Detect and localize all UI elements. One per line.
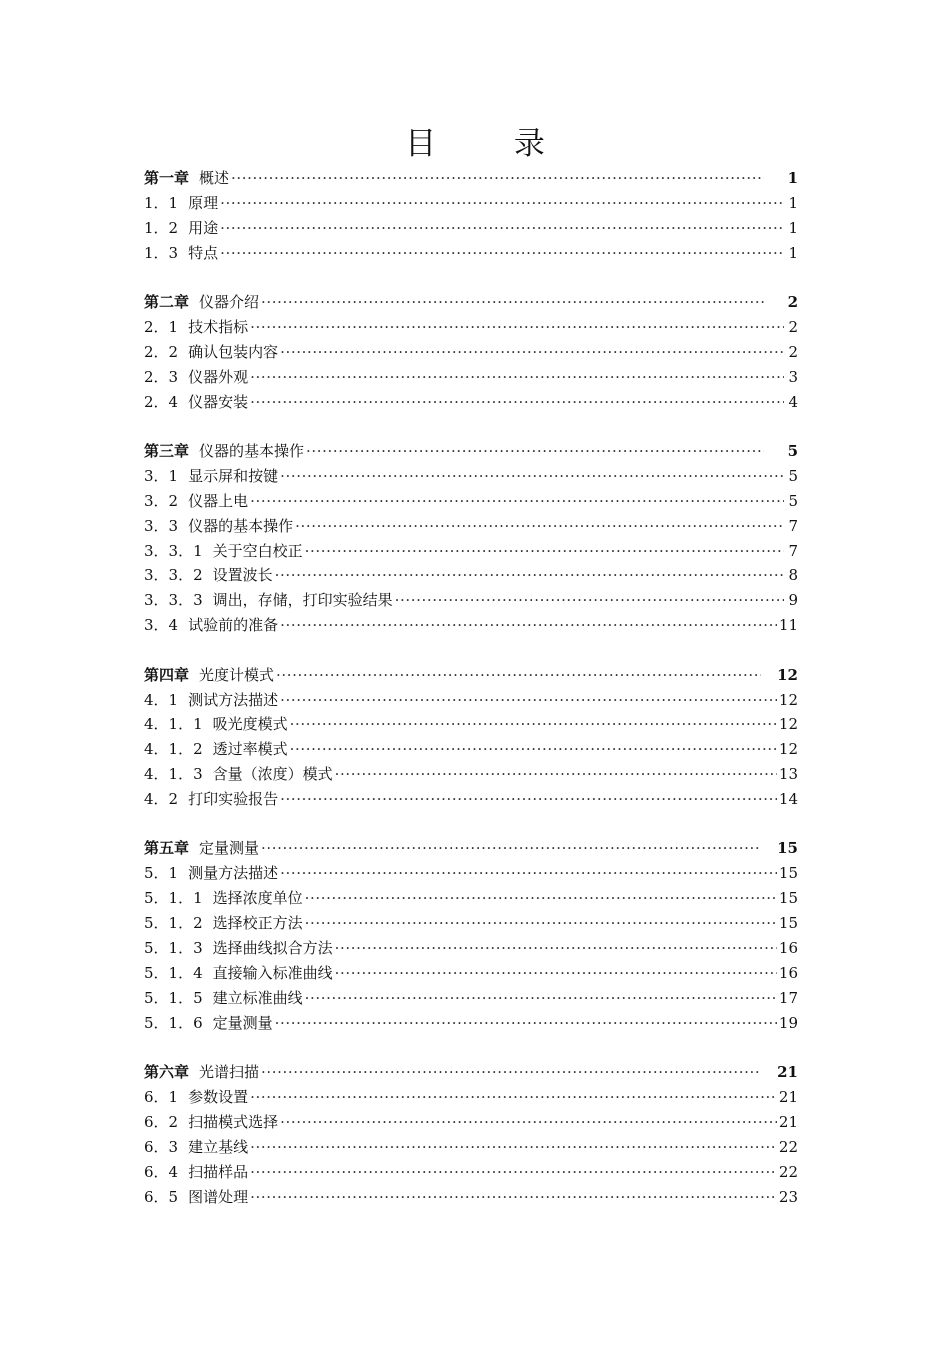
toc-page-number: 12 xyxy=(778,740,798,759)
toc-entry-number: 第三章 xyxy=(144,442,190,461)
toc-entry[interactable] xyxy=(144,1185,798,1210)
toc-page-number: 1 xyxy=(787,169,798,187)
toc-entry-title: 定量测量 xyxy=(199,839,260,858)
dot-leader xyxy=(220,241,784,266)
toc-entry-label xyxy=(144,986,303,1011)
toc-entry-title: 仪器的基本操作 xyxy=(199,442,305,461)
toc-entry-title: 选择校正方法 xyxy=(212,914,303,933)
toc-entry-title: 定量测量 xyxy=(212,1013,273,1032)
toc-chapter-entry[interactable] xyxy=(144,166,798,191)
toc-entry[interactable] xyxy=(144,737,798,762)
dot-leader xyxy=(231,166,764,191)
toc-entry-title: 含量（浓度）模式 xyxy=(212,765,333,784)
toc-entry[interactable] xyxy=(144,1085,798,1110)
toc-entry-label xyxy=(144,663,274,688)
toc-entry-label xyxy=(144,514,293,539)
toc-section xyxy=(144,1060,798,1209)
toc-entry-number: 6．3 xyxy=(144,1137,179,1156)
toc-entry-number: 第六章 xyxy=(144,1063,190,1082)
toc-entry-number: 2．2 xyxy=(144,342,179,361)
toc-chapter-entry[interactable] xyxy=(144,439,798,464)
toc-entry-number: 4．1．3 xyxy=(144,765,203,784)
dot-leader xyxy=(305,911,777,936)
toc-page-number: 7 xyxy=(788,541,798,560)
toc-page-number: 7 xyxy=(788,516,798,535)
toc-entry-title: 打印实验报告 xyxy=(188,790,279,809)
toc-page-number: 15 xyxy=(777,839,798,858)
toc-entry-label xyxy=(144,961,333,986)
toc-entry-label xyxy=(144,762,333,787)
toc-entry-label xyxy=(144,216,218,241)
toc-entry-title: 扫描模式选择 xyxy=(188,1112,279,1131)
toc-entry[interactable] xyxy=(144,390,798,415)
toc-entry[interactable] xyxy=(144,563,798,588)
dot-leader xyxy=(250,315,784,340)
toc-page-number: 23 xyxy=(778,1187,798,1206)
toc-page-number: 8 xyxy=(788,566,798,585)
toc-entry[interactable] xyxy=(144,861,798,886)
toc-page-number: 5 xyxy=(788,491,798,510)
toc-entry-title: 原理 xyxy=(188,193,219,212)
toc-entry-title: 选择曲线拟合方法 xyxy=(212,939,333,958)
toc-entry-title: 参数设置 xyxy=(188,1088,249,1106)
toc-entry-title: 确认包装内容 xyxy=(188,342,279,361)
dot-leader xyxy=(335,762,777,787)
toc-entry[interactable] xyxy=(144,241,798,266)
toc-entry-label xyxy=(144,1085,248,1110)
dot-leader xyxy=(305,986,777,1011)
toc-entry[interactable] xyxy=(144,911,798,936)
toc-entry-label xyxy=(144,464,278,489)
dot-leader xyxy=(261,836,761,861)
toc-entry-number: 3．3．1 xyxy=(144,541,203,560)
toc-entry[interactable] xyxy=(144,936,798,961)
toc-entry-label xyxy=(144,588,393,613)
toc-entry[interactable] xyxy=(144,340,798,365)
toc-entry-number: 4．1．2 xyxy=(144,740,203,759)
toc-page-number: 1 xyxy=(788,193,798,212)
toc-page-number: 22 xyxy=(778,1137,798,1156)
toc-page-number: 16 xyxy=(778,939,798,958)
toc-entry-number: 第二章 xyxy=(144,293,190,312)
toc-entry-title: 测试方法描述 xyxy=(188,690,279,709)
dot-leader xyxy=(250,489,784,514)
toc-entry-title: 关于空白校正 xyxy=(212,541,303,560)
toc-page-number: 21 xyxy=(778,1088,798,1106)
toc-page-number: 21 xyxy=(777,1063,798,1082)
toc-section xyxy=(144,290,798,414)
toc-entry-number: 第四章 xyxy=(144,665,190,684)
toc-entry-number: 5．1．3 xyxy=(144,939,203,958)
toc-page-number: 15 xyxy=(778,914,798,933)
dot-leader xyxy=(250,1085,777,1110)
toc-page-number: 17 xyxy=(778,988,798,1007)
toc-page-number: 2 xyxy=(788,342,798,361)
toc-section xyxy=(144,836,798,1035)
toc-entry-title: 特点 xyxy=(188,243,219,262)
toc-entry-title: 仪器上电 xyxy=(188,491,249,510)
toc-entry[interactable] xyxy=(144,1160,798,1185)
dot-leader xyxy=(220,216,784,241)
dot-leader xyxy=(335,936,777,961)
toc-entry-number: 第五章 xyxy=(144,839,190,858)
dot-leader xyxy=(280,688,777,713)
toc-entry-title: 透过率模式 xyxy=(212,740,288,759)
toc-entry-number: 3．4 xyxy=(144,616,179,635)
toc-entry-number: 6．1 xyxy=(144,1088,179,1106)
toc-entry[interactable] xyxy=(144,762,798,787)
toc-entry[interactable] xyxy=(144,191,798,216)
dot-leader xyxy=(220,191,784,216)
toc-entry-label xyxy=(144,1160,248,1185)
toc-entry-label xyxy=(144,836,259,861)
toc-entry-number: 第一章 xyxy=(144,169,190,187)
toc-entry-title: 扫描样品 xyxy=(188,1162,249,1181)
dot-leader xyxy=(290,737,777,762)
toc-entry-title: 概述 xyxy=(199,169,230,187)
toc-entry-number: 3．2 xyxy=(144,491,179,510)
toc-entry-number: 1．1 xyxy=(144,193,179,212)
toc-page-number: 16 xyxy=(778,963,798,982)
dot-leader xyxy=(305,539,784,564)
toc-entry-title: 调出，存储，打印实验结果 xyxy=(212,591,393,610)
toc-entry[interactable] xyxy=(144,514,798,539)
dot-leader xyxy=(276,663,761,688)
toc-entry[interactable] xyxy=(144,365,798,390)
toc-entry-title: 直接输入标准曲线 xyxy=(212,963,333,982)
toc-entry-number: 1．2 xyxy=(144,218,179,237)
toc-entry-number: 5．1 xyxy=(144,864,179,883)
toc-entry-label xyxy=(144,365,248,390)
toc-entry-title: 设置波长 xyxy=(212,566,273,585)
toc-entry-number: 5．1．4 xyxy=(144,963,203,982)
toc-page-number: 22 xyxy=(778,1162,798,1181)
toc-entry-number: 4．1 xyxy=(144,690,179,709)
toc-entry-number: 1．3 xyxy=(144,243,179,262)
dot-leader xyxy=(250,390,784,415)
toc-entry-number: 4．2 xyxy=(144,790,179,809)
toc-entry-number: 5．1．1 xyxy=(144,889,203,908)
dot-leader xyxy=(290,712,777,737)
toc-page-number: 2 xyxy=(788,317,798,336)
dot-leader xyxy=(250,1135,777,1160)
toc-entry-label xyxy=(144,1060,259,1085)
toc-chapter-entry[interactable] xyxy=(144,663,798,688)
toc-entry-title: 显示屏和按键 xyxy=(188,466,279,485)
toc-entry-number: 3．3 xyxy=(144,516,179,535)
toc-page-number: 9 xyxy=(788,591,798,610)
toc-entry-label xyxy=(144,1110,278,1135)
toc-entry-title: 试验前的准备 xyxy=(188,616,279,635)
toc-entry-number: 5．1．6 xyxy=(144,1013,203,1032)
toc-entry-title: 测量方法描述 xyxy=(188,864,279,883)
dot-leader xyxy=(295,514,784,539)
dot-leader xyxy=(280,861,777,886)
dot-leader xyxy=(261,290,764,315)
toc-page-number: 19 xyxy=(778,1013,798,1032)
dot-leader xyxy=(306,439,764,464)
toc-entry-label xyxy=(144,1135,248,1160)
toc-entry[interactable] xyxy=(144,986,798,1011)
toc-page-number: 13 xyxy=(778,765,798,784)
toc-section xyxy=(144,663,798,812)
toc-entry-title: 吸光度模式 xyxy=(212,715,288,734)
dot-leader xyxy=(275,1011,777,1036)
dot-leader xyxy=(275,563,784,588)
dot-leader xyxy=(280,787,777,812)
toc-entry-title: 光度计模式 xyxy=(199,665,275,684)
toc-entry-number: 3．1 xyxy=(144,466,179,485)
toc-entry-number: 5．1．5 xyxy=(144,988,203,1007)
dot-leader xyxy=(305,886,777,911)
dot-leader xyxy=(280,464,784,489)
toc-entry-label xyxy=(144,166,229,191)
toc-entry-title: 仪器安装 xyxy=(188,392,249,411)
toc-entry-label xyxy=(144,439,304,464)
toc-page-number: 5 xyxy=(787,442,798,461)
toc-entry-label xyxy=(144,787,278,812)
toc-entry[interactable] xyxy=(144,1135,798,1160)
toc-entry-label xyxy=(144,340,278,365)
dot-leader xyxy=(280,613,777,638)
toc-page-number: 21 xyxy=(778,1112,798,1131)
toc-entry-title: 仪器介绍 xyxy=(199,293,260,312)
dot-leader xyxy=(280,340,784,365)
toc-entry[interactable] xyxy=(144,539,798,564)
toc-entry[interactable] xyxy=(144,688,798,713)
toc-entry-title: 技术指标 xyxy=(188,317,249,336)
toc-entry-label xyxy=(144,936,333,961)
toc-entry[interactable] xyxy=(144,464,798,489)
toc-chapter-entry[interactable] xyxy=(144,1060,798,1085)
toc-entry-label xyxy=(144,191,218,216)
toc-section xyxy=(144,166,798,266)
toc-page-number: 12 xyxy=(777,665,798,684)
toc-page-number: 15 xyxy=(778,864,798,883)
toc-entry-label xyxy=(144,390,248,415)
toc-entry-number: 4．1．1 xyxy=(144,715,203,734)
toc-page-number: 15 xyxy=(778,889,798,908)
toc-entry-number: 3．3．3 xyxy=(144,591,203,610)
toc-entry-number: 2．4 xyxy=(144,392,179,411)
dot-leader xyxy=(261,1060,761,1085)
toc-entry[interactable] xyxy=(144,961,798,986)
toc-entry-label xyxy=(144,737,288,762)
toc-entry-title: 用途 xyxy=(188,218,219,237)
toc-entry-title: 仪器的基本操作 xyxy=(188,516,294,535)
dot-leader xyxy=(250,365,784,390)
toc-entry-label xyxy=(144,712,288,737)
table-of-contents xyxy=(144,166,798,1234)
toc-entry-label xyxy=(144,1185,248,1210)
toc-entry-title: 仪器外观 xyxy=(188,367,249,386)
toc-page-number: 1 xyxy=(788,243,798,262)
toc-entry-label xyxy=(144,539,303,564)
toc-entry-number: 2．3 xyxy=(144,367,179,386)
toc-entry[interactable] xyxy=(144,588,798,613)
toc-entry-title: 建立标准曲线 xyxy=(212,988,303,1007)
toc-chapter-entry[interactable] xyxy=(144,836,798,861)
toc-entry-label xyxy=(144,688,278,713)
toc-entry[interactable] xyxy=(144,315,798,340)
toc-entry-number: 5．1．2 xyxy=(144,914,203,933)
toc-entry[interactable] xyxy=(144,787,798,812)
dot-leader xyxy=(250,1185,777,1210)
toc-page-number: 14 xyxy=(778,790,798,809)
dot-leader xyxy=(250,1160,777,1185)
dot-leader xyxy=(395,588,784,613)
toc-page-number: 1 xyxy=(788,218,798,237)
page-title: 目 录 xyxy=(405,126,579,162)
toc-entry-label xyxy=(144,1011,273,1036)
toc-page-number: 12 xyxy=(778,715,798,734)
toc-entry-number: 6．5 xyxy=(144,1187,179,1206)
toc-entry-title: 光谱扫描 xyxy=(199,1063,260,1082)
toc-entry-number: 3．3．2 xyxy=(144,566,203,585)
toc-entry-title: 建立基线 xyxy=(188,1137,249,1156)
toc-entry[interactable] xyxy=(144,613,798,638)
toc-entry-title: 图谱处理 xyxy=(188,1187,249,1206)
toc-entry-number: 6．4 xyxy=(144,1162,179,1181)
toc-page-number: 2 xyxy=(787,293,798,312)
toc-entry-label xyxy=(144,911,303,936)
toc-entry-label xyxy=(144,315,248,340)
toc-entry-label xyxy=(144,290,259,315)
toc-entry-number: 2．1 xyxy=(144,317,179,336)
toc-entry-label xyxy=(144,241,218,266)
toc-entry[interactable] xyxy=(144,886,798,911)
toc-chapter-entry[interactable] xyxy=(144,290,798,315)
toc-page-number: 11 xyxy=(778,616,798,635)
toc-entry[interactable] xyxy=(144,216,798,241)
toc-page-number: 3 xyxy=(788,367,798,386)
dot-leader xyxy=(335,961,777,986)
toc-entry-label xyxy=(144,613,278,638)
toc-entry-label xyxy=(144,563,273,588)
toc-entry-label xyxy=(144,886,303,911)
toc-page-number: 12 xyxy=(778,690,798,709)
toc-entry-number: 6．2 xyxy=(144,1112,179,1131)
toc-entry[interactable] xyxy=(144,1011,798,1036)
toc-section xyxy=(144,439,798,638)
dot-leader xyxy=(280,1110,777,1135)
toc-entry-label xyxy=(144,861,278,886)
toc-page-number: 4 xyxy=(788,392,798,411)
toc-entry-title: 选择浓度单位 xyxy=(212,889,303,908)
toc-entry[interactable] xyxy=(144,489,798,514)
toc-entry-label xyxy=(144,489,248,514)
toc-entry[interactable] xyxy=(144,1110,798,1135)
toc-page-number: 5 xyxy=(788,466,798,485)
toc-entry[interactable] xyxy=(144,712,798,737)
